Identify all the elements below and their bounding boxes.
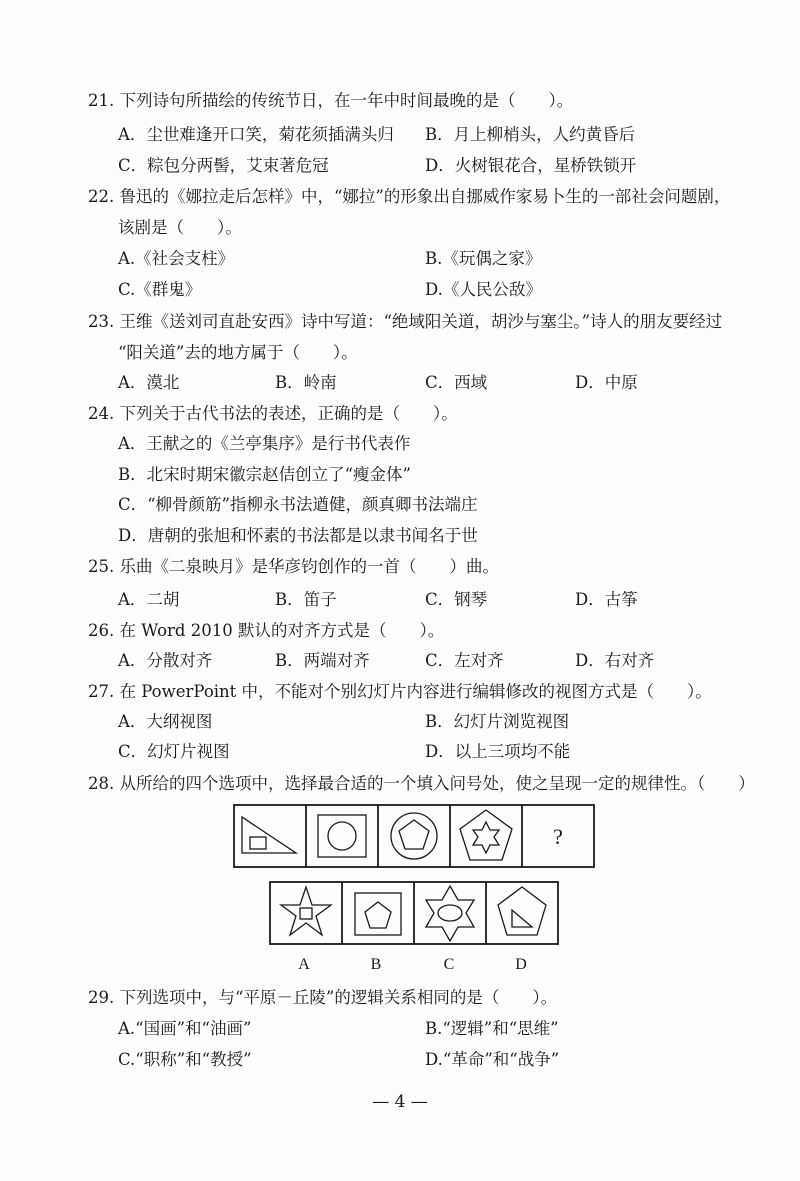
question-mark: ? xyxy=(553,824,563,849)
page-number: — 4 — xyxy=(372,1092,428,1112)
question-24: 24. 下列关于古代书法的表述，正确的是（ ）。 xyxy=(88,404,458,423)
option-d: D．右对齐 xyxy=(575,651,655,670)
question-text: 从所给的四个选项中，选择最合适的一个填入问号处，使之呈现一定的规律性。（ ） xyxy=(119,774,755,793)
option-d: D．火树银花合，星桥铁锁开 xyxy=(425,156,637,175)
option-c: C．粽包分两髻，艾束著危冠 xyxy=(118,156,329,175)
option-c-star-with-ellipse-icon xyxy=(426,886,474,941)
question-27: 27. 在 PowerPoint 中，不能对个别幻灯片内容进行编辑修改的视图方式是（ ）。 xyxy=(88,682,712,701)
question-text: 鲁迅的《娜拉走后怎样》中，“娜拉”的形象出自挪威作家易卜生的一部社会问题剧， xyxy=(119,187,731,206)
option-d: D.《人民公敌》 xyxy=(425,280,542,299)
option-a: A．二胡 xyxy=(118,590,180,609)
question-text: 下列关于古代书法的表述，正确的是（ ）。 xyxy=(119,404,458,423)
option-c: C.“职称”和“教授” xyxy=(118,1050,252,1069)
option-a: A.《社会支柱》 xyxy=(118,249,235,268)
option-b: B．笛子 xyxy=(275,590,337,609)
question-text-cont: “阳关道”去的地方属于（ ）。 xyxy=(118,343,358,362)
question-text: 在 PowerPoint 中，不能对个别幻灯片内容进行编辑修改的视图方式是（ ）。 xyxy=(119,682,712,701)
question-text: 王维《送刘司直赴安西》诗中写道：“绝域阳关道，胡沙与塞尘。”诗人的朋友要经过 xyxy=(119,312,723,331)
question-text: 乐曲《二泉映月》是华彦钧创作的一首（ ）曲。 xyxy=(119,557,499,576)
option-b: B．月上柳梢头，人约黄昏后 xyxy=(425,125,636,144)
options-row xyxy=(270,882,558,944)
option-a: A．大纲视图 xyxy=(118,712,213,731)
option-d-pentagon-with-triangle-icon xyxy=(498,887,546,935)
option-c: C．幻灯片视图 xyxy=(118,742,230,761)
option-d: D．中原 xyxy=(575,373,638,392)
option-a: A．分散对齐 xyxy=(118,651,213,670)
option-a: A.“国画”和“油画” xyxy=(118,1019,252,1038)
figure-label-b: B xyxy=(370,956,382,973)
triangle-with-square-icon xyxy=(242,817,296,853)
option-d: D．以上三项均不能 xyxy=(425,742,571,761)
figure-label-d: D xyxy=(515,956,527,973)
question-text: 下列诗句所描绘的传统节日，在一年中时间最晚的是（ ）。 xyxy=(119,91,574,110)
option-b: B．北宋时期宋徽宗赵佶创立了“瘦金体” xyxy=(118,465,411,484)
option-b: B．两端对齐 xyxy=(275,651,370,670)
circle-with-pentagon-icon xyxy=(391,813,437,859)
question-28: 28. 从所给的四个选项中，选择最合适的一个填入问号处，使之呈现一定的规律性。（ ） xyxy=(88,774,755,793)
question-23: 23. 王维《送刘司直赴安西》诗中写道：“绝域阳关道，胡沙与塞尘。”诗人的朋友要经过 xyxy=(88,312,723,331)
option-b: B.“逻辑”和“思维” xyxy=(425,1019,559,1038)
question-text: 下列选项中，与“平原－丘陵”的逻辑关系相同的是（ ）。 xyxy=(119,988,558,1007)
option-a: A．尘世难逢开口笑，菊花须插满头归 xyxy=(118,125,394,144)
option-d: D．唐朝的张旭和怀素的书法都是以隶书闻名于世 xyxy=(118,526,478,545)
option-d: D．古筝 xyxy=(575,590,638,609)
figure-label-c: C xyxy=(443,956,455,973)
option-c: C．“柳骨颜筋”指柳永书法遒健，颜真卿书法端庄 xyxy=(118,495,478,514)
option-d: D.“革命”和“战争” xyxy=(425,1050,560,1069)
question-text: 在 Word 2010 默认的对齐方式是（ ）。 xyxy=(119,621,445,640)
option-b: B．岭南 xyxy=(275,373,337,392)
option-b: B.《玩偶之家》 xyxy=(425,249,542,268)
figure-label-a: A xyxy=(298,956,310,973)
question-29: 29. 下列选项中，与“平原－丘陵”的逻辑关系相同的是（ ）。 xyxy=(88,988,558,1007)
option-b-square-with-pentagon-icon xyxy=(355,893,401,935)
question-21: 21. 下列诗句所描绘的传统节日，在一年中时间最晚的是（ ）。 xyxy=(88,91,574,110)
option-a: A．王献之的《兰亭集序》是行书代表作 xyxy=(118,434,411,453)
option-b: B．幻灯片浏览视图 xyxy=(425,712,570,731)
square-with-circle-icon xyxy=(318,815,366,857)
question-26: 26. 在 Word 2010 默认的对齐方式是（ ）。 xyxy=(88,621,445,640)
sequence-row xyxy=(234,805,594,867)
question-22: 22. 鲁迅的《娜拉走后怎样》中，“娜拉”的形象出自挪威作家易卜生的一部社会问题剧， xyxy=(88,187,731,206)
option-c: C．西域 xyxy=(425,373,488,392)
question-25: 25. 乐曲《二泉映月》是华彦钧创作的一首（ ）曲。 xyxy=(88,557,499,576)
option-c: C．左对齐 xyxy=(425,651,504,670)
option-a: A．漠北 xyxy=(118,373,180,392)
option-c: C．钢琴 xyxy=(425,590,488,609)
pentagon-with-star-icon xyxy=(460,810,512,860)
option-a-star-with-square-icon xyxy=(281,887,331,935)
question-text-cont: 该剧是（ ）。 xyxy=(118,218,242,237)
option-c: C.《群鬼》 xyxy=(118,280,202,299)
